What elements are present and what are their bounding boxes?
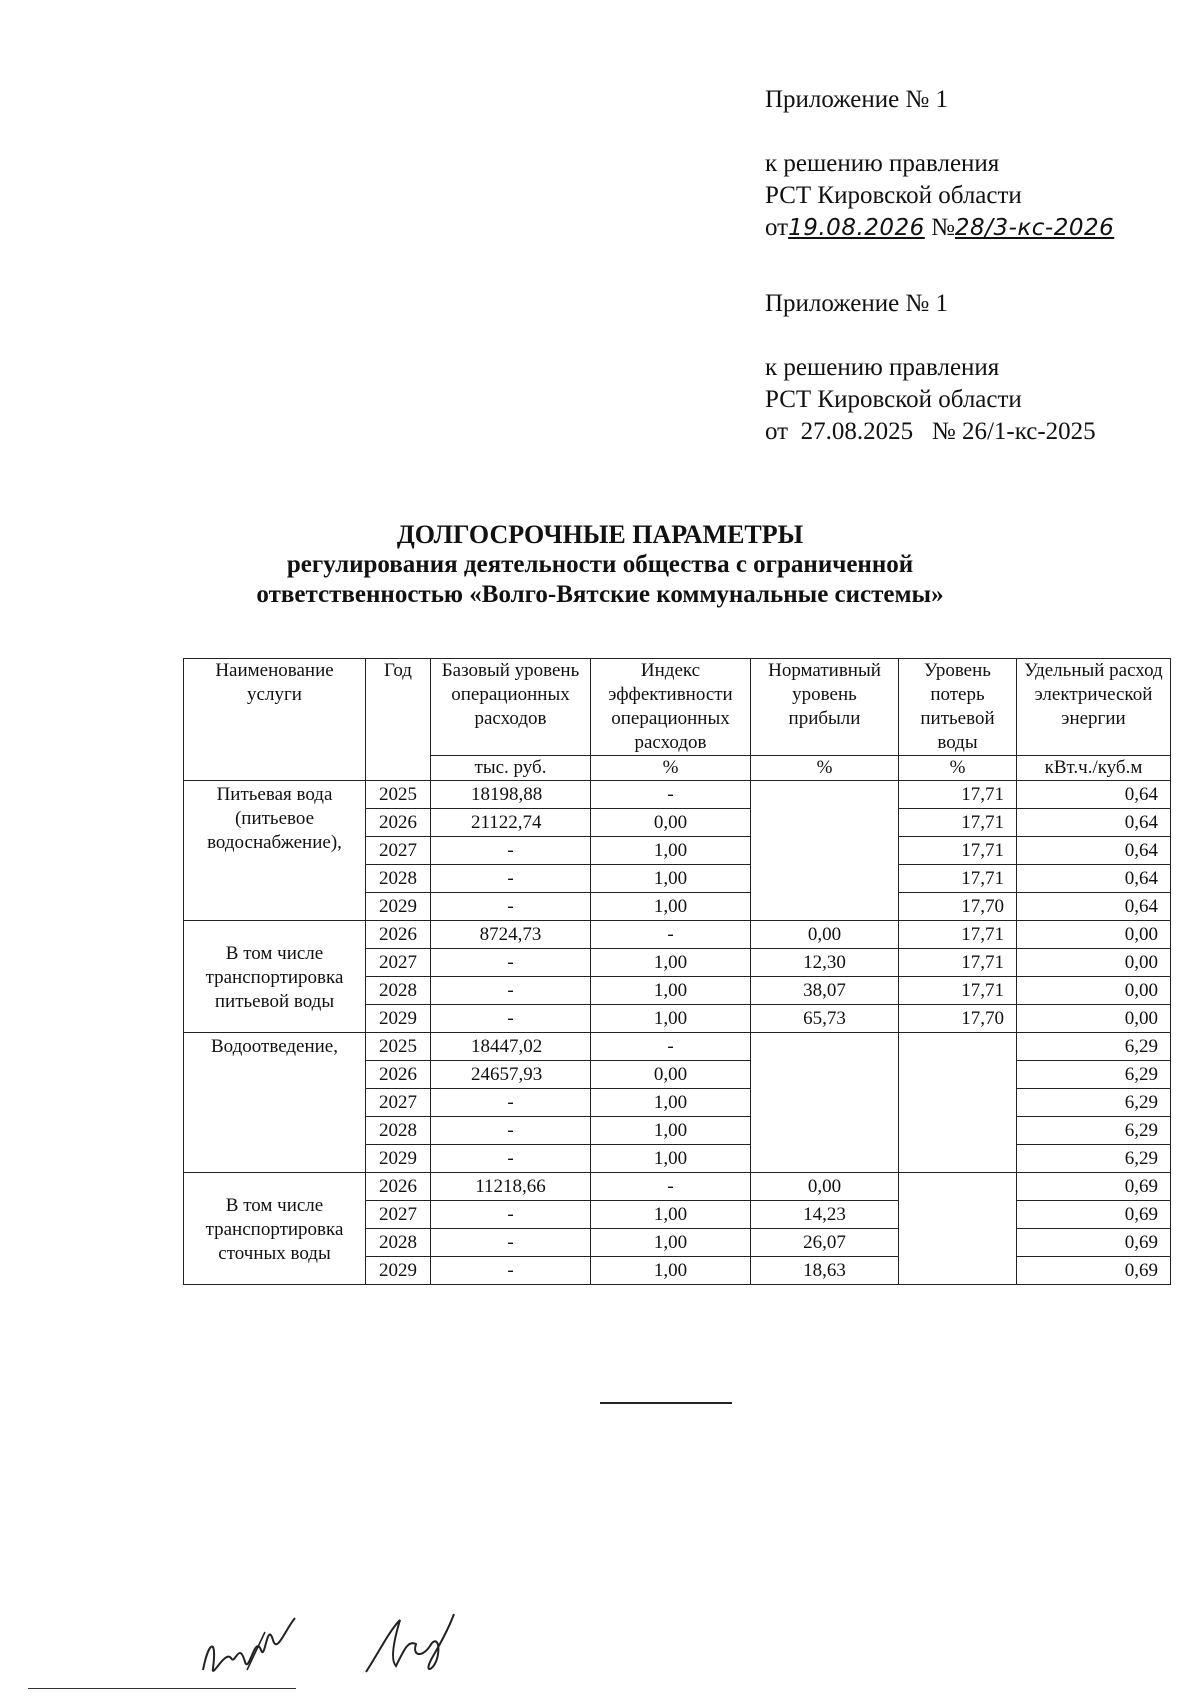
profit-cell: 14,23 xyxy=(751,1201,899,1229)
index-cell: 1,00 xyxy=(591,1201,751,1229)
base-cell: - xyxy=(431,865,591,893)
header-profit: Нормативный уровень прибыли xyxy=(751,659,899,756)
index-cell: - xyxy=(591,921,751,949)
base-cell: - xyxy=(431,1145,591,1173)
base-cell: 8724,73 xyxy=(431,921,591,949)
table-row xyxy=(184,921,1171,949)
energy-cell: 0,69 xyxy=(1017,1229,1171,1257)
index-cell: 1,00 xyxy=(591,977,751,1005)
index-cell: 1,00 xyxy=(591,949,751,977)
energy-cell: 6,29 xyxy=(1017,1033,1171,1061)
losses-cell: 17,71 xyxy=(899,949,1017,977)
base-cell: - xyxy=(431,1089,591,1117)
index-cell: 1,00 xyxy=(591,893,751,921)
base-cell: - xyxy=(431,837,591,865)
profit-cell: 38,07 xyxy=(751,977,899,1005)
energy-cell: 0,64 xyxy=(1017,893,1171,921)
closing-rule xyxy=(600,1402,732,1404)
index-cell: 1,00 xyxy=(591,1117,751,1145)
year-cell: 2029 xyxy=(366,1257,431,1285)
energy-cell: 0,00 xyxy=(1017,977,1171,1005)
profit-cell: 12,30 xyxy=(751,949,899,977)
base-cell: - xyxy=(431,1201,591,1229)
base-cell: - xyxy=(431,1257,591,1285)
energy-cell: 6,29 xyxy=(1017,1089,1171,1117)
unit-index: % xyxy=(591,756,751,781)
year-cell: 2028 xyxy=(366,977,431,1005)
losses-cell: 17,71 xyxy=(899,921,1017,949)
energy-cell: 0,69 xyxy=(1017,1201,1171,1229)
header-base: Базовый уровень операционных расходов xyxy=(431,659,591,756)
header-index: Индекс эффективности операционных расходов xyxy=(591,659,751,756)
base-cell: - xyxy=(431,977,591,1005)
energy-cell: 6,29 xyxy=(1017,1117,1171,1145)
energy-cell: 6,29 xyxy=(1017,1061,1171,1089)
signature-1-icon xyxy=(195,1610,315,1690)
base-cell: - xyxy=(431,893,591,921)
service-name: Водоотведение, xyxy=(184,1033,366,1173)
appendix-new-line2: РСТ Кировской области xyxy=(765,182,1022,209)
table-row xyxy=(184,781,1171,809)
header-service: Наименование услуги xyxy=(184,659,366,781)
energy-cell: 0,00 xyxy=(1017,949,1171,977)
losses-cell-empty xyxy=(899,1173,1017,1285)
year-cell: 2027 xyxy=(366,1089,431,1117)
year-cell: 2026 xyxy=(366,1173,431,1201)
appendix-old-line1: к решению правления xyxy=(765,354,1000,381)
base-cell: 21122,74 xyxy=(431,809,591,837)
index-cell: 1,00 xyxy=(591,1229,751,1257)
profit-cell-empty xyxy=(751,781,899,921)
signature-baseline xyxy=(28,1688,296,1689)
base-cell: 24657,93 xyxy=(431,1061,591,1089)
appendix-new-block xyxy=(765,84,1114,244)
energy-cell: 0,00 xyxy=(1017,921,1171,949)
profit-cell: 0,00 xyxy=(751,921,899,949)
header-energy: Удельный расход электрической энергии xyxy=(1017,659,1171,756)
year-cell: 2028 xyxy=(366,1117,431,1145)
parameters-table xyxy=(183,658,1171,1285)
year-cell: 2026 xyxy=(366,921,431,949)
profit-cell-empty xyxy=(751,1033,899,1173)
year-cell: 2027 xyxy=(366,837,431,865)
losses-cell: 17,71 xyxy=(899,977,1017,1005)
service-name: В том числе транспортировка сточных воды xyxy=(184,1173,366,1285)
energy-cell: 0,00 xyxy=(1017,1005,1171,1033)
year-cell: 2025 xyxy=(366,781,431,809)
title-line1: ДОЛГОСРОЧНЫЕ ПАРАМЕТРЫ xyxy=(396,520,804,549)
index-cell: 1,00 xyxy=(591,1145,751,1173)
table-header-row xyxy=(184,659,1171,756)
signature-2-icon xyxy=(360,1600,460,1690)
date-prefix: от xyxy=(765,214,789,241)
appendix-new-date-line xyxy=(765,212,1114,244)
index-cell: - xyxy=(591,781,751,809)
index-cell: 1,00 xyxy=(591,1005,751,1033)
handwritten-date: 19.08.2026 xyxy=(788,215,925,241)
base-cell: 11218,66 xyxy=(431,1173,591,1201)
appendix-old-date-line: от 27.08.2025 № 26/1-кс-2025 xyxy=(765,418,1096,445)
year-cell: 2029 xyxy=(366,1145,431,1173)
base-cell: - xyxy=(431,1229,591,1257)
base-cell: - xyxy=(431,1117,591,1145)
energy-cell: 0,64 xyxy=(1017,809,1171,837)
losses-cell: 17,71 xyxy=(899,809,1017,837)
index-cell: 1,00 xyxy=(591,1257,751,1285)
service-name: Питьевая вода (питьевое водоснабжение), xyxy=(184,781,366,921)
year-cell: 2026 xyxy=(366,1061,431,1089)
losses-cell: 17,71 xyxy=(899,837,1017,865)
energy-cell: 6,29 xyxy=(1017,1145,1171,1173)
unit-profit: % xyxy=(751,756,899,781)
energy-cell: 0,69 xyxy=(1017,1257,1171,1285)
profit-cell: 18,63 xyxy=(751,1257,899,1285)
base-cell: 18198,88 xyxy=(431,781,591,809)
title-line2: регулирования деятельности общества с ограниченной xyxy=(286,551,914,578)
profit-cell: 26,07 xyxy=(751,1229,899,1257)
profit-cell: 0,00 xyxy=(751,1173,899,1201)
year-cell: 2025 xyxy=(366,1033,431,1061)
document-title xyxy=(0,520,1200,610)
index-cell: 1,00 xyxy=(591,1089,751,1117)
base-cell: 18447,02 xyxy=(431,1033,591,1061)
table-row xyxy=(184,1173,1171,1201)
losses-cell: 17,71 xyxy=(899,781,1017,809)
profit-cell: 65,73 xyxy=(751,1005,899,1033)
unit-base: тыс. руб. xyxy=(431,756,591,781)
appendix-old-block xyxy=(765,288,1096,448)
losses-cell: 17,71 xyxy=(899,865,1017,893)
appendix-old-line2: РСТ Кировской области xyxy=(765,386,1022,413)
year-cell: 2029 xyxy=(366,893,431,921)
energy-cell: 0,64 xyxy=(1017,865,1171,893)
header-losses: Уровень потерь питьевой воды xyxy=(899,659,1017,756)
energy-cell: 0,64 xyxy=(1017,837,1171,865)
index-cell: 0,00 xyxy=(591,809,751,837)
index-cell: - xyxy=(591,1033,751,1061)
year-cell: 2029 xyxy=(366,1005,431,1033)
losses-cell-empty xyxy=(899,1033,1017,1173)
year-cell: 2028 xyxy=(366,865,431,893)
number-prefix: № xyxy=(931,214,955,241)
year-cell: 2026 xyxy=(366,809,431,837)
energy-cell: 0,69 xyxy=(1017,1173,1171,1201)
appendix-old-label: Приложение № 1 xyxy=(765,290,949,317)
header-year: Год xyxy=(366,659,431,781)
unit-losses: % xyxy=(899,756,1017,781)
service-name: В том числе транспортировка питьевой воды xyxy=(184,921,366,1033)
losses-cell: 17,70 xyxy=(899,893,1017,921)
index-cell: 0,00 xyxy=(591,1061,751,1089)
appendix-new-label: Приложение № 1 xyxy=(765,86,949,113)
index-cell: 1,00 xyxy=(591,837,751,865)
energy-cell: 0,64 xyxy=(1017,781,1171,809)
unit-energy: кВт.ч./куб.м xyxy=(1017,756,1171,781)
year-cell: 2027 xyxy=(366,949,431,977)
table-row xyxy=(184,1033,1171,1061)
index-cell: - xyxy=(591,1173,751,1201)
appendix-new-line1: к решению правления xyxy=(765,150,1000,177)
handwritten-number: 28/3-кс-2026 xyxy=(954,215,1115,241)
index-cell: 1,00 xyxy=(591,865,751,893)
base-cell: - xyxy=(431,949,591,977)
year-cell: 2028 xyxy=(366,1229,431,1257)
title-line3: ответственностью «Волго-Вятские коммунальные системы» xyxy=(256,581,944,608)
year-cell: 2027 xyxy=(366,1201,431,1229)
base-cell: - xyxy=(431,1005,591,1033)
losses-cell: 17,70 xyxy=(899,1005,1017,1033)
